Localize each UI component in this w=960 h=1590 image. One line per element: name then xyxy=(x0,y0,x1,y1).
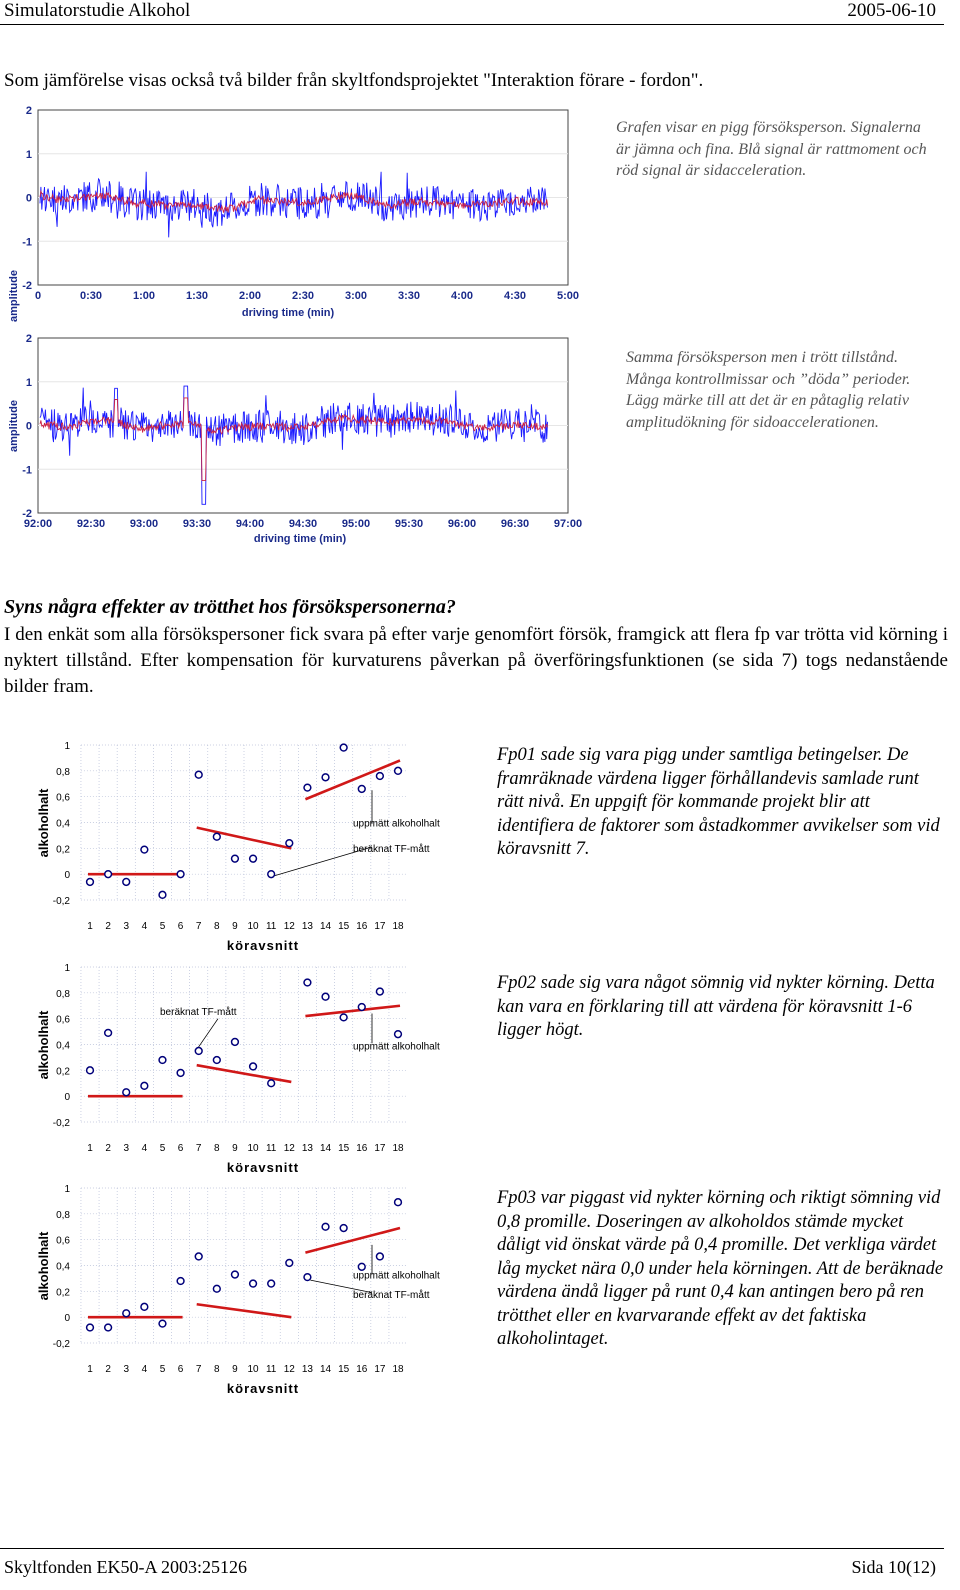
chart-ytick: -0,2 xyxy=(52,1339,70,1350)
computed-tf-point xyxy=(141,846,148,853)
signal-plot-ytick: -2 xyxy=(22,508,32,520)
chart-xtick: 7 xyxy=(195,1143,202,1154)
computed-tf-point xyxy=(177,1070,184,1077)
chart-xtick: 10 xyxy=(247,1143,259,1154)
chart-ytick: 0,4 xyxy=(56,1040,70,1052)
chart-xtick: 11 xyxy=(265,1143,277,1154)
computed-tf-point xyxy=(159,1057,166,1064)
computed-tf-point xyxy=(87,1067,94,1074)
chart-xtick: 1 xyxy=(87,1143,93,1154)
chart-xtick: 11 xyxy=(265,1364,277,1375)
computed-tf-point xyxy=(159,1320,166,1327)
intro-text: Som jämförelse visas också två bilder från skyltfondsprojektet "Interaktion förare - fordon". xyxy=(4,70,704,91)
signal-plot-1-xlabel: driving time (min) xyxy=(241,307,335,319)
computed-tf-point xyxy=(105,871,112,878)
chart-fp03-ylabel: alkoholhalt xyxy=(36,1231,51,1301)
signal-plot-xtick: 93:30 xyxy=(182,518,212,530)
signal-plot-xtick: 0:30 xyxy=(79,290,103,302)
signal-plot-xtick: 2:00 xyxy=(238,290,262,302)
computed-tf-point xyxy=(195,1048,202,1055)
computed-tf-point xyxy=(395,1031,402,1038)
chart-fp02-annotation-1: beräknat TF-mått xyxy=(160,1006,237,1018)
computed-tf-point xyxy=(250,1280,257,1287)
chart-ytick: 0,4 xyxy=(56,818,70,830)
signal-plot-2-ylabel: amplitude xyxy=(8,400,20,452)
computed-tf-point xyxy=(322,774,329,781)
chart-xtick: 9 xyxy=(232,1143,238,1154)
computed-tf-point xyxy=(304,1274,311,1281)
signal-plot-2-xlabel: driving time (min) xyxy=(253,533,347,545)
computed-tf-point xyxy=(232,1271,239,1278)
signal-plot-ytick: 0 xyxy=(25,420,32,433)
computed-tf-point xyxy=(250,855,257,862)
chart-xtick: 3 xyxy=(123,1364,130,1375)
measured-alcohol-segment xyxy=(197,1304,292,1317)
header-date: 2005-06-10 xyxy=(847,0,936,21)
header-rule xyxy=(0,24,944,25)
chart-ytick: 0 xyxy=(64,870,70,882)
chart-xtick: 17 xyxy=(374,921,386,932)
signal-plot-xtick: 2:30 xyxy=(291,290,315,302)
chart-xtick: 5 xyxy=(159,1364,166,1375)
chart-ytick: 0 xyxy=(64,1313,70,1325)
chart-xtick: 12 xyxy=(283,1364,295,1375)
chart-ytick: 0,6 xyxy=(56,792,70,804)
header-title: Simulatorstudie Alkohol xyxy=(4,0,191,21)
computed-tf-point xyxy=(322,1223,329,1230)
computed-tf-point xyxy=(105,1029,112,1036)
computed-tf-point xyxy=(358,1004,365,1011)
computed-tf-point xyxy=(213,833,220,840)
chart-xtick: 7 xyxy=(195,921,202,932)
chart-ytick: 0,2 xyxy=(56,1287,70,1299)
signal-plot-xtick: 96:30 xyxy=(500,518,530,530)
computed-tf-point xyxy=(286,1260,293,1267)
signal-plot-1-ylabel: amplitude xyxy=(8,270,20,322)
chart-xtick: 6 xyxy=(177,921,184,932)
chart-xtick: 10 xyxy=(247,1364,259,1375)
measured-alcohol-segment xyxy=(305,1006,400,1016)
chart-fp03 xyxy=(20,1178,460,1393)
chart-fp01-xlabel: köravsnitt xyxy=(226,938,300,950)
signal-plot-2 xyxy=(0,326,600,552)
chart-ytick: 0,2 xyxy=(56,1066,70,1078)
signal-plot-xtick: 95:30 xyxy=(394,518,424,530)
chart-xtick: 10 xyxy=(247,921,259,932)
signal-plot-xtick: 96:00 xyxy=(447,518,477,530)
computed-tf-point xyxy=(213,1057,220,1064)
chart-ytick: 0,8 xyxy=(56,1209,70,1221)
chart-fp03-xlabel: köravsnitt xyxy=(226,1381,300,1393)
signal-plot-xtick: 95:00 xyxy=(341,518,371,530)
computed-tf-point xyxy=(141,1082,148,1089)
chart-xtick: 16 xyxy=(356,1143,368,1154)
computed-tf-point xyxy=(376,773,383,780)
chart-xtick: 8 xyxy=(214,1364,220,1375)
computed-tf-point xyxy=(141,1303,148,1310)
chart-fp02-ylabel: alkoholhalt xyxy=(36,1010,51,1080)
signal-plot-xtick: 1:00 xyxy=(132,290,156,302)
computed-tf-point xyxy=(250,1063,257,1070)
chart-xtick: 2 xyxy=(105,921,111,932)
chart-xtick: 17 xyxy=(374,1364,386,1375)
chart-xtick: 14 xyxy=(319,1143,332,1154)
chart-xtick: 13 xyxy=(301,1143,313,1154)
chart-xtick: 12 xyxy=(283,1143,295,1154)
chart-xtick: 4 xyxy=(141,921,148,932)
chart-xtick: 7 xyxy=(195,1364,202,1375)
chart-fp02-annotation-2: uppmätt alkoholhalt xyxy=(353,1041,440,1053)
computed-tf-point xyxy=(123,1089,130,1096)
chart-xtick: 3 xyxy=(123,921,130,932)
chart-xtick: 4 xyxy=(141,1364,148,1375)
chart-xtick: 17 xyxy=(374,1143,386,1154)
computed-tf-point xyxy=(340,1014,347,1021)
signal-plot-xtick: 3:30 xyxy=(397,290,421,302)
chart-ytick: -0,2 xyxy=(52,896,70,907)
signal-plot-ytick: -2 xyxy=(22,280,32,292)
footer-rule xyxy=(0,1548,944,1549)
computed-tf-point xyxy=(159,891,166,898)
computed-tf-point xyxy=(105,1324,112,1331)
chart-fp01-caption: Fp01 sade sig vara pigg under samtliga betingelser. De framräknade värdena ligger förhållandevis samlade runt rätt nivå. En uppgift för kommande projekt blir att identifiera de faktorer som åstadkommer avvikelser som vid köravsnitt 7. xyxy=(497,745,940,859)
chart-xtick: 18 xyxy=(392,1364,404,1375)
chart-fp02-caption: Fp02 sade sig vara något sömnig vid nykter körning. Detta kan vara en förklaring till att värdena för köravsnitt 1-6 ligger högt. xyxy=(497,973,935,1040)
computed-tf-point xyxy=(340,1225,347,1232)
computed-tf-point xyxy=(268,1080,275,1087)
chart-xtick: 16 xyxy=(356,1364,368,1375)
signal-plot-xtick: 4:00 xyxy=(450,290,474,302)
signal-plot-ytick: -1 xyxy=(22,236,32,249)
signal-plot-ytick: 2 xyxy=(25,105,32,117)
chart-xtick: 11 xyxy=(265,921,277,932)
chart-ytick: 0,6 xyxy=(56,1235,70,1247)
computed-tf-point xyxy=(358,1263,365,1270)
chart-xtick: 15 xyxy=(338,921,350,932)
computed-tf-point xyxy=(195,771,202,778)
computed-tf-point xyxy=(195,1253,202,1260)
signal-plot-xtick: 5:00 xyxy=(556,290,580,302)
chart-fp02-xlabel: köravsnitt xyxy=(226,1160,300,1172)
signal-plot-ytick: 0 xyxy=(25,192,32,205)
computed-tf-point xyxy=(123,1310,130,1317)
chart-xtick: 3 xyxy=(123,1143,130,1154)
computed-tf-point xyxy=(87,879,94,886)
signal-plot-xtick: 92:30 xyxy=(76,518,106,530)
chart-xtick: 15 xyxy=(338,1143,350,1154)
chart-ytick: 1 xyxy=(64,1184,70,1195)
chart-ytick: 0,8 xyxy=(56,988,70,1000)
signal-plot-xtick: 0 xyxy=(34,290,42,302)
computed-tf-point xyxy=(286,840,293,847)
chart-xtick: 16 xyxy=(356,921,368,932)
signal-plot-xtick: 1:30 xyxy=(185,290,209,302)
signal-plot-ytick: -1 xyxy=(22,464,32,477)
signal-plot-xtick: 4:30 xyxy=(503,290,527,302)
signal-plot-xtick: 94:30 xyxy=(288,518,318,530)
computed-tf-point xyxy=(213,1285,220,1292)
chart-xtick: 6 xyxy=(177,1143,184,1154)
computed-tf-point xyxy=(268,1280,275,1287)
computed-tf-point xyxy=(87,1324,94,1331)
signal-plot-1 xyxy=(0,98,600,324)
footer-left: Skyltfonden EK50-A 2003:25126 xyxy=(4,1557,247,1577)
chart-xtick: 5 xyxy=(159,921,166,932)
footer-right: Sida 10(12) xyxy=(851,1557,936,1577)
chart-xtick: 8 xyxy=(214,921,220,932)
computed-tf-point xyxy=(304,784,311,791)
measured-alcohol-segment xyxy=(197,1065,292,1082)
chart-xtick: 14 xyxy=(319,1364,332,1375)
chart-fp01-ylabel: alkoholhalt xyxy=(36,788,51,858)
chart-fp02 xyxy=(20,957,460,1172)
chart-xtick: 5 xyxy=(159,1143,166,1154)
signal-plot-ytick: 2 xyxy=(25,333,32,345)
computed-tf-point xyxy=(177,871,184,878)
chart-xtick: 18 xyxy=(392,1143,404,1154)
computed-tf-point xyxy=(395,1199,402,1206)
chart-xtick: 12 xyxy=(283,921,295,932)
chart-xtick: 2 xyxy=(105,1143,111,1154)
signal-plot-xtick: 97:00 xyxy=(553,518,583,530)
chart-fp01 xyxy=(20,735,460,950)
chart-ytick: 0 xyxy=(64,1092,70,1104)
signal-plot-xtick: 3:00 xyxy=(344,290,368,302)
computed-tf-point xyxy=(232,855,239,862)
chart-xtick: 13 xyxy=(301,1364,313,1375)
chart-ytick: 0,4 xyxy=(56,1261,70,1273)
chart-xtick: 14 xyxy=(319,921,332,932)
measured-alcohol-segment xyxy=(197,828,292,849)
chart-fp03-caption: Fp03 var piggast vid nykter körning och riktigt sömning vid 0,8 promille. Doseringen av alkoholdos stämde mycket dåligt vid önskat värde på 0,4 promille. Det verkliga värdet låg mycket nära 0,0 under hela körningen. Att de beräknade värdena ändå ligger på runt 0,4 kan antingen bero på ren trötthet eller en kvarvarande effekt av det faktiska alkoholintaget. xyxy=(497,1188,944,1349)
computed-tf-point xyxy=(358,786,365,793)
signal-plot-ytick: 1 xyxy=(25,148,32,161)
chart-xtick: 9 xyxy=(232,1364,238,1375)
chart-ytick: 0,2 xyxy=(56,844,70,856)
chart-fp03-annotation-2: beräknat TF-mått xyxy=(353,1289,430,1301)
leader-line xyxy=(197,1019,218,1050)
chart-fp01-annotation-2: beräknat TF-mått xyxy=(353,844,430,856)
signal-plot-1-note: Grafen visar en pigg försöksperson. Signalerna är jämna och fina. Blå signal är rattmoment och röd signal är sidacceleration. xyxy=(616,119,927,179)
signal-plot-xtick: 93:00 xyxy=(129,518,159,530)
chart-fp01-annotation-1: uppmätt alkoholhalt xyxy=(353,818,440,830)
computed-tf-point xyxy=(268,871,275,878)
computed-tf-point xyxy=(322,993,329,1000)
chart-xtick: 18 xyxy=(392,921,404,932)
computed-tf-point xyxy=(340,744,347,751)
computed-tf-point xyxy=(123,879,130,886)
chart-xtick: 8 xyxy=(214,1143,220,1154)
chart-ytick: 0,8 xyxy=(56,766,70,778)
chart-xtick: 1 xyxy=(87,921,93,932)
signal-plot-xtick: 94:00 xyxy=(235,518,265,530)
section-title: Syns några effekter av trötthet hos försökspersonerna? xyxy=(4,596,456,618)
computed-tf-point xyxy=(304,979,311,986)
computed-tf-point xyxy=(177,1278,184,1285)
chart-ytick: 1 xyxy=(64,741,70,752)
chart-fp03-annotation-1: uppmätt alkoholhalt xyxy=(353,1270,440,1282)
computed-tf-point xyxy=(395,767,402,774)
chart-xtick: 6 xyxy=(177,1364,184,1375)
chart-xtick: 2 xyxy=(105,1364,111,1375)
chart-xtick: 4 xyxy=(141,1143,148,1154)
signal-plot-ytick: 1 xyxy=(25,376,32,389)
chart-ytick: 1 xyxy=(64,963,70,974)
chart-ytick: 0,6 xyxy=(56,1014,70,1026)
chart-xtick: 9 xyxy=(232,921,238,932)
signal-plot-xtick: 92:00 xyxy=(23,518,53,530)
section-body: I den enkät som alla försökspersoner fick svara på efter varje genomfört försök, framgick att flera fp var trötta vid körning i nyktert tillstånd. Efter kompensation för kurvaturens påverkan på överföringsfunktionen (se sida 7) togs nedanstående bilder fram. xyxy=(4,624,948,697)
computed-tf-point xyxy=(376,1253,383,1260)
chart-xtick: 13 xyxy=(301,921,313,932)
chart-xtick: 1 xyxy=(87,1364,93,1375)
computed-tf-point xyxy=(232,1039,239,1046)
signal-plot-2-note: Samma försöksperson men i trött tillstånd. Många kontrollmissar och ”döda” perioder. Lägg märke till att det är en påtaglig relativ amplitudökning för sidoaccelerationen. xyxy=(626,349,911,431)
computed-tf-point xyxy=(376,988,383,995)
chart-ytick: -0,2 xyxy=(52,1118,70,1129)
chart-xtick: 15 xyxy=(338,1364,350,1375)
